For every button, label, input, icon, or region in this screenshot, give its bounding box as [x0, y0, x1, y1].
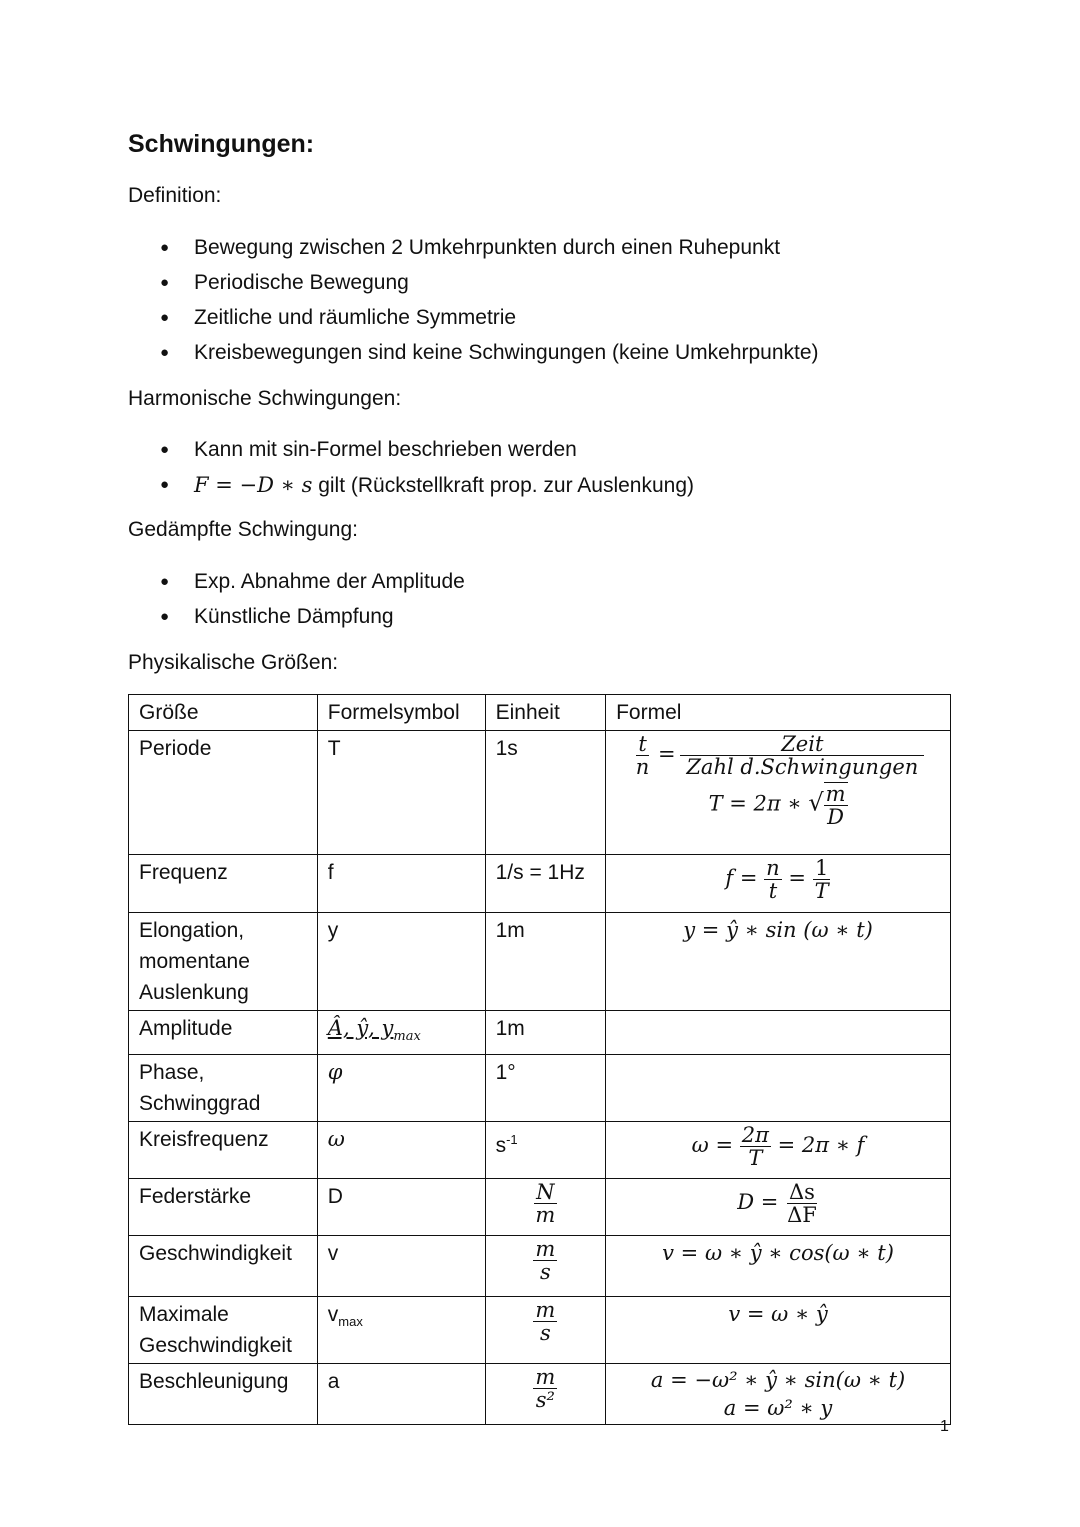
frequency-formula — [616, 857, 940, 902]
fraction-denominator: Zahl d.Schwingungen — [686, 755, 919, 779]
symbol-subscript: max — [338, 1314, 363, 1330]
list-item: ● Bewegung zwischen 2 Umkehrpunkten durch einen Ruhepunkt — [160, 236, 819, 271]
fraction-numerator: m — [825, 782, 846, 806]
fraction-numerator: n — [766, 856, 780, 880]
period-formula-2 — [616, 782, 940, 828]
formula-left: ω = — [691, 1133, 734, 1158]
cell-symbol — [317, 1297, 485, 1364]
header-formel: Formel — [606, 695, 951, 731]
equals-sign: = — [788, 866, 806, 890]
fraction-numerator: m — [535, 1365, 556, 1390]
table-row — [129, 855, 951, 913]
cell-symbol: φ — [317, 1055, 485, 1122]
list-item — [160, 473, 694, 508]
cell-formula — [606, 913, 951, 1011]
acceleration-formula-1: a = −ω² ∗ ŷ ∗ sin(ω ∗ t) — [650, 1368, 906, 1393]
fraction-numerator: 1 — [814, 856, 829, 880]
cell-name: Frequenz — [129, 855, 318, 913]
cell-name: Federstärke — [129, 1179, 318, 1236]
cell-symbol: y — [317, 913, 485, 1011]
table-row — [129, 1179, 951, 1236]
header-groesse: Größe — [129, 695, 318, 731]
equals-sign: = — [658, 742, 676, 766]
fraction-numerator: Zeit — [680, 733, 924, 756]
table-header-row — [129, 695, 951, 731]
cell-name: Periode — [129, 731, 318, 855]
list-item: ● Künstliche Dämpfung — [160, 605, 465, 640]
fraction-denominator: T — [748, 1146, 763, 1171]
unit-exponent: -1 — [506, 1132, 518, 1148]
formula-left: T = 2π ∗ — [708, 791, 802, 816]
cell-unit: 1/s = 1Hz — [485, 855, 606, 913]
symbol-text: v — [327, 1303, 339, 1327]
cell-symbol: v — [317, 1236, 485, 1297]
cell-unit — [485, 1297, 606, 1364]
name-line: Auslenkung — [139, 981, 249, 1004]
force-formula: F = −D ∗ s — [194, 473, 313, 497]
cell-unit — [485, 1179, 606, 1236]
fraction-denominator: s — [539, 1321, 551, 1346]
name-line: Elongation, — [139, 919, 245, 942]
cell-name: Kreisfrequenz — [129, 1122, 318, 1179]
cell-symbol: f — [317, 855, 485, 913]
list-item: ● Exp. Abnahme der Amplitude — [160, 570, 465, 605]
cell-unit — [485, 1236, 606, 1297]
fraction-denominator: s² — [535, 1388, 555, 1413]
sqrt-icon: √ — [808, 788, 824, 817]
table-row — [129, 1055, 951, 1122]
fraction-numerator: Δs — [788, 1180, 815, 1205]
harmonic-list — [160, 438, 694, 508]
cell-unit: 1m — [485, 913, 606, 1011]
cell-formula — [606, 1011, 951, 1055]
angular-frequency-formula — [616, 1124, 940, 1169]
name-line: Phase, — [139, 1061, 205, 1085]
cell-unit: 1m — [485, 1011, 606, 1055]
quantities-table — [128, 694, 951, 1425]
list-item: ● Kann mit sin-Formel beschrieben werden — [160, 438, 694, 473]
velocity-formula: v = ω ∗ ŷ ∗ cos(ω ∗ t) — [662, 1241, 894, 1266]
damped-heading: Gedämpfte Schwingung: — [128, 518, 358, 541]
name-line: Geschwindigkeit — [139, 1334, 292, 1358]
list-item: ● Kreisbewegungen sind keine Schwingungen (keine Umkehrpunkte) — [160, 341, 819, 376]
cell-unit — [485, 1122, 606, 1179]
cell-formula — [606, 731, 951, 855]
cell-formula — [606, 1364, 951, 1425]
max-velocity-formula: v = ω ∗ ŷ — [728, 1302, 828, 1327]
spring-constant-formula — [616, 1181, 940, 1226]
acceleration-formula-2: a = ω² ∗ y — [723, 1396, 833, 1421]
cell-formula — [606, 1122, 951, 1179]
fraction-numerator: 2π — [741, 1123, 769, 1148]
unit-base: s — [495, 1134, 507, 1158]
fraction-numerator: m — [535, 1298, 556, 1323]
table-row — [129, 913, 951, 1011]
fraction-denominator: T — [814, 879, 829, 903]
name-line: Maximale — [139, 1303, 229, 1327]
cell-formula — [606, 1297, 951, 1364]
table-row — [129, 1122, 951, 1179]
cell-symbol: D — [317, 1179, 485, 1236]
cell-name: Beschleunigung — [129, 1364, 318, 1425]
name-line: Schwinggrad — [139, 1092, 261, 1116]
symbol-text: Â, ŷ, y — [327, 1016, 394, 1040]
definition-heading: Definition: — [128, 184, 222, 207]
cell-formula — [606, 1179, 951, 1236]
table-row — [129, 731, 951, 855]
formula-left: f = — [725, 866, 758, 890]
fraction-numerator: m — [535, 1237, 556, 1262]
cell-unit: 1s — [485, 731, 606, 855]
formula-left: D = — [737, 1190, 779, 1215]
definition-list — [160, 236, 819, 376]
cell-symbol: a — [317, 1364, 485, 1425]
symbol-subscript: max — [393, 1029, 421, 1045]
elongation-formula: y = ŷ ∗ sin (ω ∗ t) — [683, 918, 873, 942]
name-line: momentane — [139, 950, 250, 973]
cell-formula — [606, 1236, 951, 1297]
quantities-heading: Physikalische Größen: — [128, 651, 339, 674]
table-row — [129, 1364, 951, 1425]
cell-name — [129, 913, 318, 1011]
header-formelsymbol: Formelsymbol — [317, 695, 485, 731]
table-row — [129, 1011, 951, 1055]
cell-unit: 1° — [485, 1055, 606, 1122]
fraction-denominator: ΔF — [787, 1203, 817, 1228]
cell-formula — [606, 1055, 951, 1122]
list-item: ● Periodische Bewegung — [160, 271, 819, 306]
fraction-denominator: m — [535, 1203, 556, 1228]
fraction-denominator: s — [539, 1260, 551, 1285]
cell-unit — [485, 1364, 606, 1425]
period-formula-1 — [616, 733, 940, 778]
formula-right: = 2π ∗ f — [777, 1133, 865, 1158]
cell-symbol: T — [317, 731, 485, 855]
cell-name: Geschwindigkeit — [129, 1236, 318, 1297]
fraction-numerator: N — [536, 1180, 555, 1205]
table-row — [129, 1297, 951, 1364]
list-item: ● Zeitliche und räumliche Symmetrie — [160, 306, 819, 341]
cell-symbol — [317, 1011, 485, 1055]
fraction-numerator: t — [638, 732, 647, 756]
fraction-denominator: n — [635, 755, 650, 779]
cell-name: Amplitude — [129, 1011, 318, 1055]
fraction-denominator: D — [827, 805, 844, 829]
damped-list — [160, 570, 465, 640]
page-number: 1 — [940, 1418, 949, 1435]
cell-name — [129, 1297, 318, 1364]
page-title: Schwingungen: — [128, 130, 315, 158]
fraction-denominator: t — [768, 879, 778, 903]
cell-formula — [606, 855, 951, 913]
table-row — [129, 1236, 951, 1297]
force-formula-text: gilt (Rückstellkraft prop. zur Auslenkung) — [312, 474, 695, 497]
cell-name — [129, 1055, 318, 1122]
header-einheit: Einheit — [485, 695, 606, 731]
cell-symbol: ω — [317, 1122, 485, 1179]
harmonic-heading: Harmonische Schwingungen: — [128, 387, 402, 410]
